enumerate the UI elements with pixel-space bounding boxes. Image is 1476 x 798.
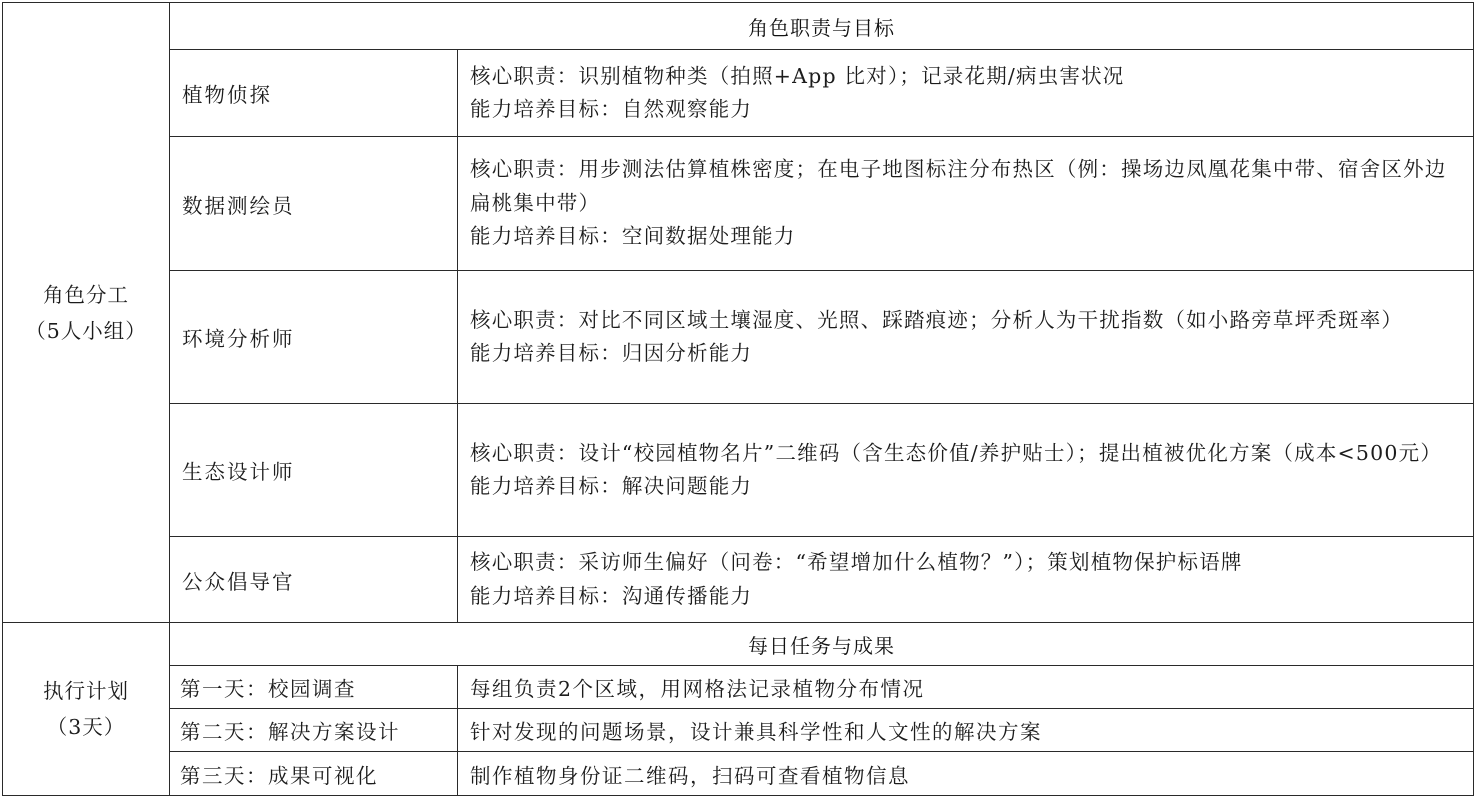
plan-header: 每日任务与成果 [170, 623, 1474, 666]
day-label: 第三天：成果可视化 [170, 752, 458, 796]
project-table [2, 2, 1474, 796]
roles-category-subtitle: （5人小组） [25, 318, 147, 343]
role-duty: 核心职责：采访师生偏好（问卷：“希望增加什么植物？”）；策划植物保护标语牌 [470, 550, 1243, 574]
roles-category-cell [3, 3, 170, 623]
day-task: 制作植物身份证二维码，扫码可查看植物信息 [458, 752, 1474, 796]
role-description [458, 537, 1474, 623]
role-name: 生态设计师 [170, 404, 458, 537]
role-description [458, 137, 1474, 271]
role-goal: 能力培养目标：沟通传播能力 [470, 583, 753, 608]
role-description [458, 50, 1474, 137]
role-name: 公众倡导官 [170, 537, 458, 623]
role-name: 植物侦探 [170, 50, 458, 137]
role-name: 环境分析师 [170, 271, 458, 404]
role-duty: 核心职责：识别植物种类（拍照+App 比对）；记录花期/病虫害状况 [470, 63, 1125, 88]
plan-category-title: 执行计划 [43, 679, 129, 703]
plan-category-subtitle: （3天） [46, 715, 126, 739]
day-label: 第一天：校园调查 [170, 666, 458, 709]
role-goal: 能力培养目标：空间数据处理能力 [470, 224, 796, 249]
role-goal: 能力培养目标：自然观察能力 [470, 97, 753, 121]
role-duty: 核心职责：对比不同区域土壤湿度、光照、踩踏痕迹；分析人为干扰指数（如小路旁草坪秃斑率） [470, 307, 1404, 332]
role-goal: 能力培养目标：归因分析能力 [470, 341, 753, 365]
day-task: 针对发现的问题场景，设计兼具科学性和人文性的解决方案 [458, 709, 1474, 752]
roles-category-title: 角色分工 [43, 282, 129, 307]
role-goal: 能力培养目标：解决问题能力 [470, 474, 753, 498]
day-label: 第二天：解决方案设计 [170, 709, 458, 752]
role-duty: 核心职责：设计“校园植物名片”二维码（含生态价值/养护贴士）；提出植被优化方案（成本<500元） [470, 440, 1443, 465]
plan-category-cell [3, 623, 170, 796]
role-duty: 核心职责：用步测法估算植株密度；在电子地图标注分布热区（例：操场边凤凰花集中带、宿舍区外边扁桃集中带） [470, 157, 1447, 215]
day-task: 每组负责2个区域，用网格法记录植物分布情况 [458, 666, 1474, 709]
roles-header: 角色职责与目标 [170, 3, 1474, 50]
role-name: 数据测绘员 [170, 137, 458, 271]
role-description [458, 271, 1474, 404]
role-description [458, 404, 1474, 537]
